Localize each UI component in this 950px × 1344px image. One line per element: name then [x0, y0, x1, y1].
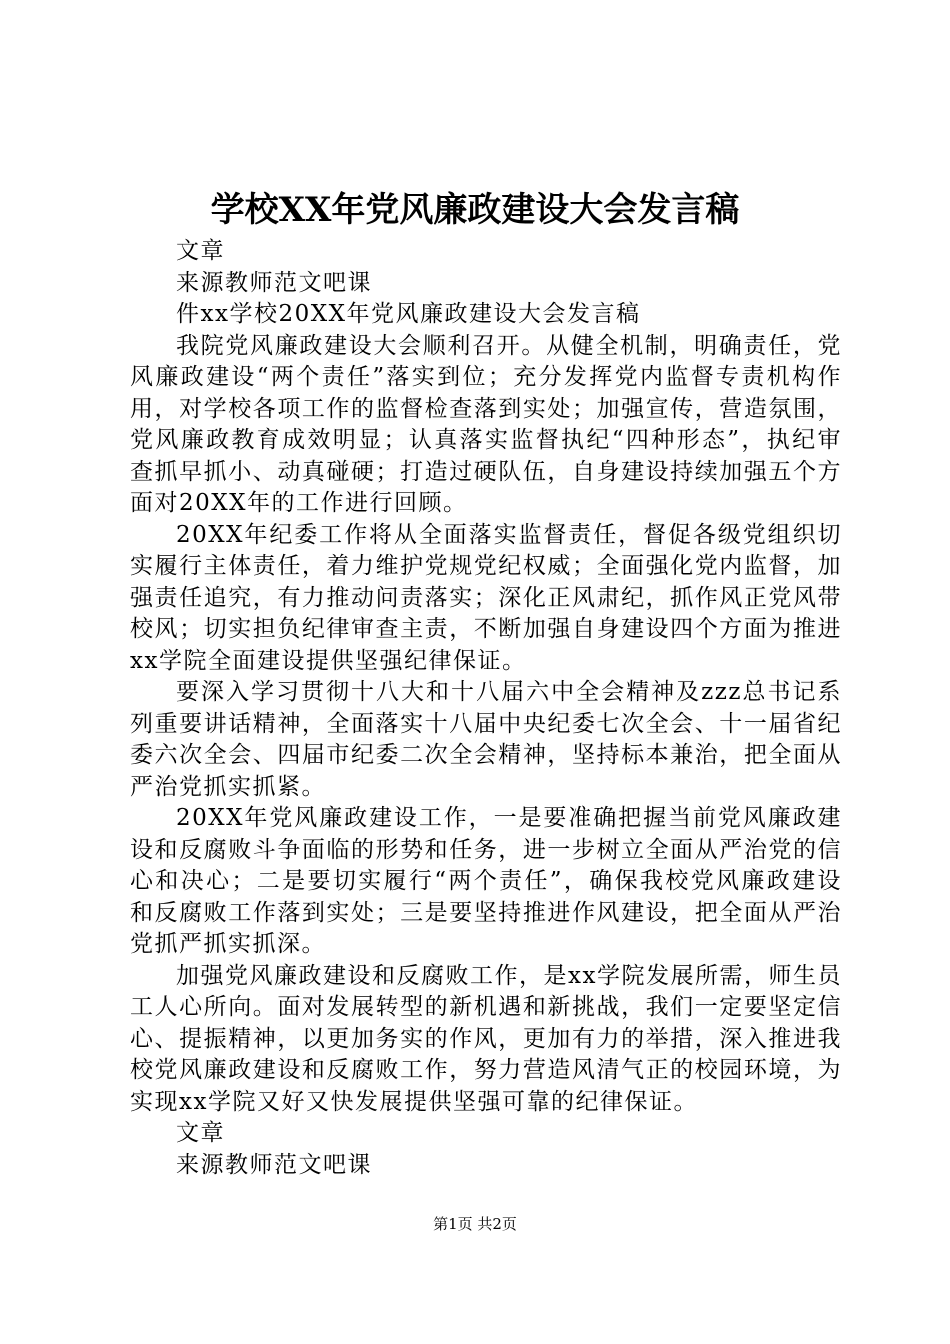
paragraph: 加强党风廉政建设和反腐败工作，是xx学院发展所需，师生员工人心所向。面对发展转型的新机遇和新挑战，我们一定要坚定信心、提振精神，以更加务实的作风，更加有力的举措，深入推进我校党风廉政建设和反腐败工作，努力营造风清气正的校园环境，为实现xx学院又好又快发展提供坚强可靠的纪律保证。 [130, 962, 842, 1115]
page-footer: 第1页 共2页 [433, 1215, 517, 1233]
paragraph: 件xx学校20XX年党风廉政建设大会发言稿 [176, 301, 641, 327]
paragraph: 20XX年党风廉政建设工作，一是要准确把握当前党风廉政建设和反腐败斗争面临的形势和任务，进一步树立全面从严治党的信心和决心；二是要切实履行“两个责任”，确保我校党风廉政建设和反腐败工作落到实处；三是要坚持推进作风建设，把全面从严治党抓严抓实抓深。 [130, 805, 842, 957]
paragraph: 要深入学习贯彻十八大和十八届六中全会精神及zzz总书记系列重要讲话精神，全面落实十八届中央纪委七次全会、十一届省纪委六次全会、四届市纪委二次全会精神，坚持标本兼治，把全面从严治党抓实抓紧。 [130, 679, 842, 800]
document-body [130, 236, 842, 1181]
paragraph: 文章 [176, 238, 225, 264]
paragraph: 文章 [176, 1120, 225, 1146]
paragraph: 来源教师范文吧课 [176, 1151, 372, 1178]
document-title: 学校XX年党风廉政建设大会发言稿 [210, 190, 740, 230]
paragraph: 我院党风廉政建设大会顺利召开。从健全机制，明确责任，党风廉政建设“两个责任”落实到位；充分发挥党内监督专责机构作用，对学校各项工作的监督检查落到实处；加强宣传，营造氛围，党风廉政教育成效明显；认真落实监督执纪“四种形态”，执纪审查抓早抓小、动真碰硬；打造过硬队伍，自身建设持续加强五个方面对20XX年的工作进行回顾。 [130, 332, 842, 516]
paragraph: 来源教师范文吧课 [176, 269, 372, 296]
paragraph: 20XX年纪委工作将从全面落实监督责任，督促各级党组织切实履行主体责任，着力维护党规党纪权威；全面强化党内监督，加强责任追究，有力推动问责落实；深化正风肃纪，抓作风正党风带校风；切实担负纪律审查主责，不断加强自身建设四个方面为推进xx学院全面建设提供坚强纪律保证。 [130, 521, 842, 674]
